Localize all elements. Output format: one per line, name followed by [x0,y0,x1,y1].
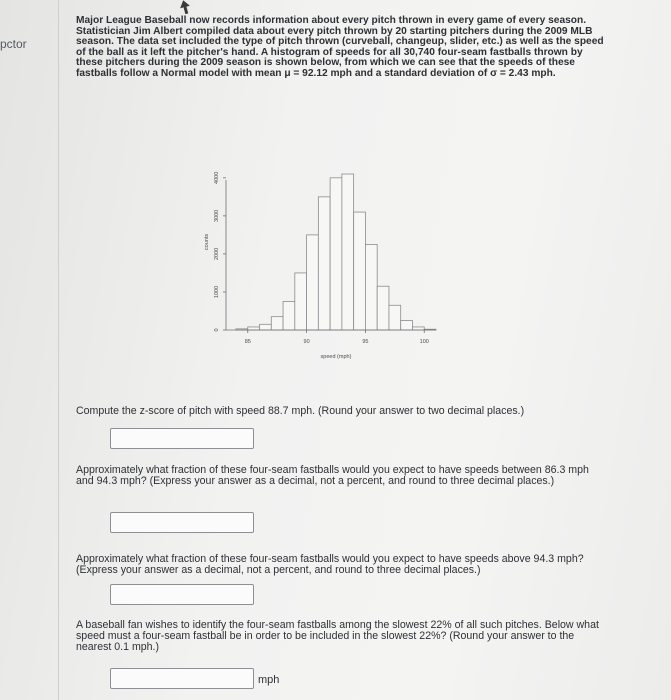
y-tick-label-2: 2000 [214,247,220,261]
histogram-bar-7 [318,197,330,330]
histogram-bar-2 [260,324,272,330]
problem-intro: Major League Baseball now records information about every pitch thrown in every game of every season. Statistician Jim Albert compiled data about every pitch thrown by 20 starting pitchers during the 2009 MLB season. The data set included the type of pitch thrown (curveball, changeup, slider, etc.) as well as the speed of the ball as it left the pitcher's hand. A histogram of speeds for all 30,740 four-seam fastballs thrown by these pitchers during the 2009 season is shown below, from which we can see that the speeds of these fastballs follow a Normal model with mean μ = 92.12 mph and a standard deviation of σ = 2.43 mph. [76,15,604,79]
histogram-bar-8 [330,178,342,330]
x-tick-label-0: 85 [244,339,251,345]
y-tick-label-3: 3000 [214,209,220,222]
x-tick-label-3: 100 [419,339,429,345]
y-tick-label-0: 0 [214,328,220,332]
histogram-bar-15 [412,327,424,330]
speed-cutoff-answer-input[interactable] [110,668,254,689]
question-2-text: Approximately what fraction of these four-seam fastballs would you expect to have speeds between 86.3 mph and 94.3 mph? (Express your answer as a decimal, not a percent, and round to three decimal places.) [76,464,589,487]
x-tick-label-1: 90 [303,339,310,345]
histogram-bar-14 [401,320,413,330]
histogram-bar-13 [389,305,401,330]
sidebar-label: pctor [0,37,27,51]
histogram-bar-1 [248,327,260,330]
histogram-bar-3 [271,317,283,330]
histogram-bar-10 [354,212,366,330]
fraction-above-answer-input[interactable] [110,584,254,605]
histogram-bar-12 [377,286,389,330]
mph-unit-label: mph [258,674,280,686]
fraction-between-answer-input[interactable] [110,512,254,533]
y-tick-label-4: 4000 [214,171,220,184]
histogram-bar-6 [307,235,319,330]
histogram-bar-11 [365,244,377,330]
histogram-bar-4 [283,301,295,330]
x-tick-label-2: 95 [362,339,369,345]
histogram-bar-9 [342,174,354,330]
y-axis-label: counts [204,233,210,251]
speed-histogram [196,150,446,380]
y-tick-label-1: 1000 [214,285,220,299]
z-score-answer-input[interactable] [110,428,254,449]
x-axis-label: speed (mph) [320,354,352,360]
cursor-icon [180,0,190,14]
histogram-bar-5 [295,273,307,330]
question-4-text: A baseball fan wishes to identify the four-seam fastballs among the slowest 22% of all such pitches. Below what speed must a four-seam fastball be in order to be included in the slowest 22%? (Round your answer to the nearest 0.1 mph.) [76,619,599,653]
sidebar-divider [58,0,59,700]
question-1-text: Compute the z-score of pitch with speed 88.7 mph. (Round your answer to two decimal places.) [76,405,525,417]
question-3-text: Approximately what fraction of these four-seam fastballs would you expect to have speeds above 94.3 mph? (Express your answer as a decimal, not a percent, and round to three decimal places.) [76,553,584,576]
